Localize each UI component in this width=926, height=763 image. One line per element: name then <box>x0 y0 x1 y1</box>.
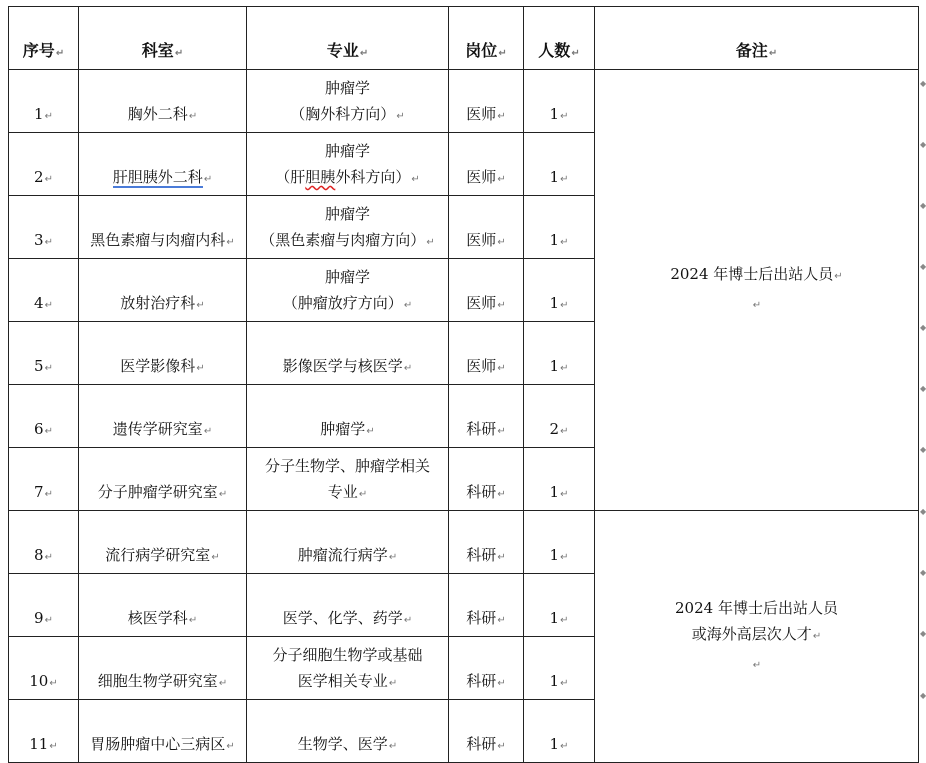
cell-seq: 3↵ <box>9 196 79 259</box>
cell-dept: 遗传学研究室↵ <box>79 385 247 448</box>
cell-note: 2024 年博士后出站人员 或海外高层次人才↵ ↵ <box>595 511 919 763</box>
cell-count: 1↵ <box>524 700 595 763</box>
header-seq: 序号↵ <box>9 7 79 70</box>
cell-major: 肿瘤学 （肝胆胰外科方向）↵ <box>247 133 449 196</box>
cell-seq: 8↵ <box>9 511 79 574</box>
cell-major: 分子细胞生物学或基础 医学相关专业↵ <box>247 637 449 700</box>
cell-major: 肿瘤学 （黑色素瘤与肉瘤方向）↵ <box>247 196 449 259</box>
header-post: 岗位↵ <box>449 7 524 70</box>
cell-dept: 黑色素瘤与肉瘤内科↵ <box>79 196 247 259</box>
recruitment-table <box>8 6 919 763</box>
cell-post: 医师↵ <box>449 70 524 133</box>
cell-seq: 5↵ <box>9 322 79 385</box>
cell-dept: 放射治疗科↵ <box>79 259 247 322</box>
cell-major: 肿瘤学↵ <box>247 385 449 448</box>
cell-note: 2024 年博士后出站人员↵ ↵ <box>595 70 919 511</box>
header-major: 专业↵ <box>247 7 449 70</box>
cell-count: 1↵ <box>524 637 595 700</box>
cell-post: 科研↵ <box>449 448 524 511</box>
cell-major: 医学、化学、药学↵ <box>247 574 449 637</box>
cell-post: 医师↵ <box>449 133 524 196</box>
cell-seq: 9↵ <box>9 574 79 637</box>
cell-post: 科研↵ <box>449 637 524 700</box>
cell-post: 科研↵ <box>449 511 524 574</box>
cell-count: 1↵ <box>524 448 595 511</box>
cell-count: 1↵ <box>524 70 595 133</box>
cell-post: 科研↵ <box>449 574 524 637</box>
cell-dept: 胃肠肿瘤中心三病区↵ <box>79 700 247 763</box>
cell-seq: 1↵ <box>9 70 79 133</box>
cell-count: 2↵ <box>524 385 595 448</box>
cell-major: 生物学、医学↵ <box>247 700 449 763</box>
cell-seq: 11↵ <box>9 700 79 763</box>
cell-seq: 4↵ <box>9 259 79 322</box>
cell-dept: 核医学科↵ <box>79 574 247 637</box>
cell-dept: 流行病学研究室↵ <box>79 511 247 574</box>
cell-major: 肿瘤学 （胸外科方向）↵ <box>247 70 449 133</box>
cell-dept: 医学影像科↵ <box>79 322 247 385</box>
header-note: 备注↵ <box>595 7 919 70</box>
table-row <box>9 511 919 574</box>
cell-count: 1↵ <box>524 196 595 259</box>
cell-post: 科研↵ <box>449 385 524 448</box>
cell-dept: 细胞生物学研究室↵ <box>79 637 247 700</box>
cell-seq: 6↵ <box>9 385 79 448</box>
cell-post: 医师↵ <box>449 259 524 322</box>
header-row <box>9 7 919 70</box>
cell-count: 1↵ <box>524 133 595 196</box>
cell-post: 科研↵ <box>449 700 524 763</box>
cell-count: 1↵ <box>524 511 595 574</box>
cell-dept: 分子肿瘤学研究室↵ <box>79 448 247 511</box>
cell-dept: 胸外二科↵ <box>79 70 247 133</box>
cell-major: 肿瘤流行病学↵ <box>247 511 449 574</box>
cell-count: 1↵ <box>524 322 595 385</box>
cell-post: 医师↵ <box>449 196 524 259</box>
header-dept: 科室↵ <box>79 7 247 70</box>
cell-count: 1↵ <box>524 574 595 637</box>
cell-seq: 10↵ <box>9 637 79 700</box>
cell-major: 影像医学与核医学↵ <box>247 322 449 385</box>
cell-major: 分子生物学、肿瘤学相关 专业↵ <box>247 448 449 511</box>
cell-dept: 肝胆胰外二科↵ <box>79 133 247 196</box>
cell-seq: 2↵ <box>9 133 79 196</box>
margin-markers: ◆ ◆ ◆ ◆ ◆ ◆ ◆ ◆ ◆ ◆ ◆ <box>920 79 926 700</box>
cell-count: 1↵ <box>524 259 595 322</box>
spellcheck-mark: 胆胰 <box>305 168 336 186</box>
cell-post: 医师↵ <box>449 322 524 385</box>
header-count: 人数↵ <box>524 7 595 70</box>
table-row <box>9 70 919 133</box>
cell-seq: 7↵ <box>9 448 79 511</box>
cell-major: 肿瘤学 （肿瘤放疗方向）↵ <box>247 259 449 322</box>
